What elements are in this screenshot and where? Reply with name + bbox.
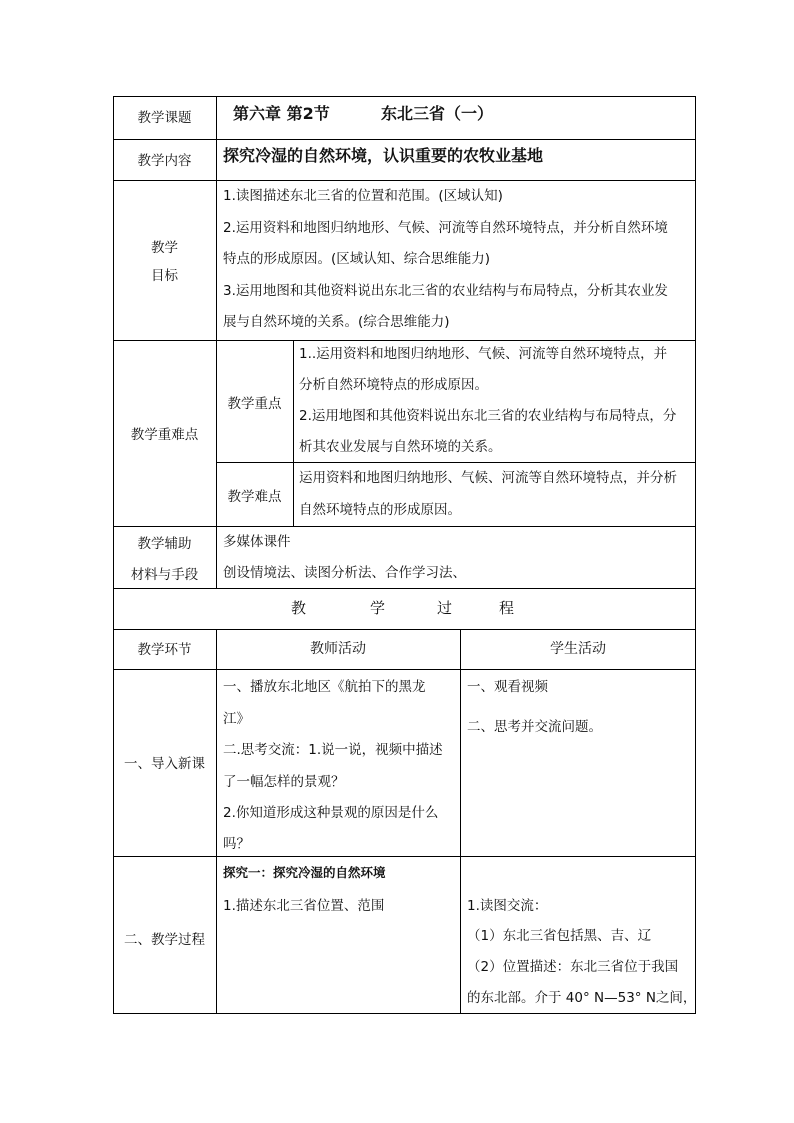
row-divider <box>113 340 696 341</box>
lesson-chapter: 第六章 第2节 <box>233 104 330 123</box>
key-point-2: 2.运用地图和其他资料说出东北三省的农业结构与布局特点，分 <box>299 408 677 424</box>
col-header-stage: 教学环节 <box>137 642 192 658</box>
aids-label-line1: 教学辅助 <box>137 536 192 552</box>
intro-teacher-line: 2.你知道形成这种景观的原因是什么 <box>223 805 439 821</box>
process-heading-char-3: 过 <box>437 599 453 617</box>
main-student-line: （2）位置描述：东北三省位于我国 <box>467 959 679 975</box>
row-divider <box>113 588 696 589</box>
table-border-top <box>113 96 696 97</box>
objective-item-1: 1.读图描述东北三省的位置和范围。(区域认知) <box>223 188 503 204</box>
main-student-line: 的东北部。介于 40° N—53° N之间， <box>467 990 697 1006</box>
objective-item-3: 3.运用地图和其他资料说出东北三省的农业结构与布局特点，分析其农业发 <box>223 283 668 299</box>
process-heading-char-1: 教 <box>291 599 307 617</box>
intro-student-line: 一、观看视频 <box>467 679 548 695</box>
objectives-label-line2: 目标 <box>151 268 178 284</box>
main-student-line: 1.读图交流： <box>467 898 548 914</box>
content-text: 探究冷湿的自然环境，认识重要的农牧业基地 <box>223 146 544 165</box>
lesson-title: 东北三省（一） <box>381 104 494 123</box>
intro-teacher-line: 了一幅怎样的景观？ <box>223 774 345 790</box>
main-teacher-heading: 探究一：探究冷湿的自然环境 <box>223 865 386 880</box>
intro-teacher-line: 吗？ <box>223 836 250 852</box>
col-header-student: 学生活动 <box>550 641 606 657</box>
aids-line-2: 创设情境法、读图分析法、合作学习法、 <box>223 565 466 581</box>
row-divider <box>113 139 696 140</box>
difficult-points-label: 教学难点 <box>227 489 282 505</box>
process-heading-char-2: 学 <box>370 599 386 617</box>
lesson-plan-table <box>113 96 696 1014</box>
lesson-label: 教学课题 <box>137 110 192 126</box>
row-divider <box>113 856 696 857</box>
difficult-point: 运用资料和地图归纳地形、气候、河流等自然环境特点，并分析 <box>299 470 677 486</box>
intro-student-line: 二、思考并交流问题。 <box>467 719 602 735</box>
main-student-line: （1）东北三省包括黑、吉、辽 <box>467 928 652 944</box>
col-divider <box>293 340 294 526</box>
key-point-2-cont: 析其农业发展与自然环境的关系。 <box>299 439 502 455</box>
col-divider <box>216 629 217 1014</box>
aids-line-1: 多媒体课件 <box>223 534 291 550</box>
table-border-right <box>695 96 696 1014</box>
difficult-point-cont: 自然环境特点的形成原因。 <box>299 502 461 518</box>
key-point-1: 1..运用资料和地图归纳地形、气候、河流等自然环境特点，并 <box>299 346 668 362</box>
intro-teacher-line: 江》 <box>223 711 250 727</box>
objective-item-3-cont: 展与自然环境的关系。(综合思维能力) <box>223 314 450 330</box>
col-divider <box>460 629 461 1014</box>
col-divider <box>216 96 217 588</box>
intro-stage: 一、导入新课 <box>124 756 205 772</box>
process-heading-char-4: 程 <box>499 599 515 617</box>
row-divider <box>113 629 696 630</box>
intro-teacher-line: 一、播放东北地区《航拍下的黑龙 <box>223 679 426 695</box>
key-points-label: 教学重点 <box>227 396 282 412</box>
key-point-1-cont: 分析自然环境特点的形成原因。 <box>299 377 488 393</box>
objective-item-2: 2.运用资料和地图归纳地形、气候、河流等自然环境特点，并分析自然环境 <box>223 220 668 236</box>
key-difficult-label: 教学重难点 <box>130 427 199 443</box>
table-border-bottom <box>113 1013 696 1014</box>
objective-item-2-cont: 特点的形成原因。(区域认知、综合思维能力) <box>223 251 491 267</box>
row-divider <box>113 669 696 670</box>
intro-teacher-line: 二.思考交流：1.说一说，视频中描述 <box>223 742 443 758</box>
objectives-label-line1: 教学 <box>151 240 178 256</box>
table-border-left <box>113 96 114 1014</box>
aids-label-line2: 材料与手段 <box>130 567 199 583</box>
row-divider <box>113 180 696 181</box>
main-stage: 二、教学过程 <box>124 932 205 948</box>
row-divider <box>113 526 696 527</box>
row-divider <box>216 462 696 463</box>
col-header-teacher: 教师活动 <box>310 641 366 657</box>
content-label: 教学内容 <box>137 153 192 169</box>
main-teacher-line: 1.描述东北三省位置、范围 <box>223 898 385 914</box>
